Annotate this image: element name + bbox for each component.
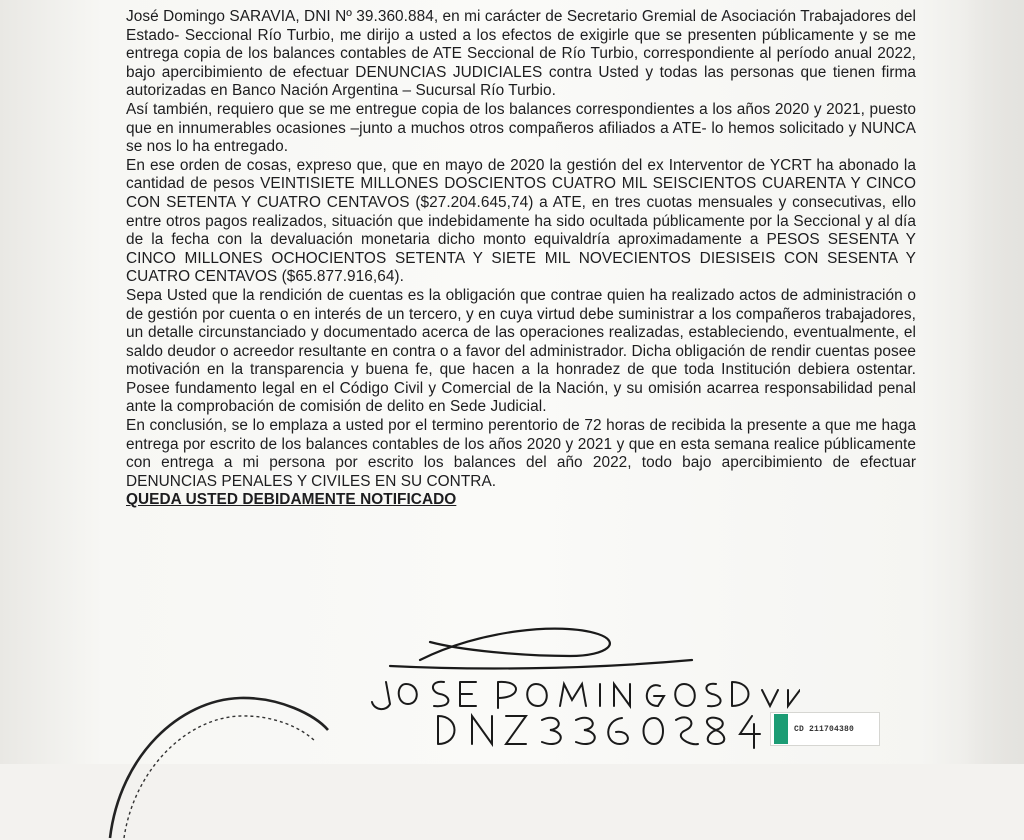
green-tag-mark (774, 714, 788, 744)
seal-stamp (90, 660, 330, 840)
page-edge-shadow (964, 0, 1024, 764)
paragraph-accountability: Sepa Usted que la rendición de cuentas es la obligación que contrae quien ha realizado actos de administración o de gestión por cuenta o en interés de un tercero, y en cuya virtud debe suministrar a los compañeros trabajadores, un detalle circunstanciado y documentado acerca de las operaciones realizadas, estableciendo, eventualmente, el saldo deudor o acreedor resultante en contra o a favor del administrador. Dicha obligación de rendir cuentas posee motivación en la transparencia y buena fe, que hacen a la honradez de que toda Institución debiera ostentar. Posee fundamento legal en el Código Civil y Comercial de la Nación, y su omisión acarrea responsabilidad penal ante la comprobación de comisión de delito en Sede Judicial. (126, 286, 916, 416)
paragraph-intro: José Domingo SARAVIA, DNI Nº 39.360.884, en mi carácter de Secretario Gremial de Asociación Trabajadores del Estado- Seccional Río Turbio, me dirijo a usted a los efectos de exigirle que se presenten públicamente y se me entrega copia de los balances contables de ATE Seccional de Río Turbio, correspondiente al período anual 2022, bajo apercibimiento de efectuar DENUNCIAS JUDICIALES contra Usted y todas las personas que tienen firma autorizadas en Banco Nación Argentina – Sucursal Río Turbio. (126, 8, 916, 100)
paragraph-payments: En ese orden de cosas, expreso que, que en mayo de 2020 la gestión del ex Interventor de YCRT ha abonado la cantidad de pesos VEINTISIETE MILLONES DOSCIENTOS CUATRO MIL SEISCIENTOS CUARENTA Y CINCO CON SETENTA Y CUATRO CENTAVOS ($27.204.645,74) a ATE, en tres cuotas mensuales y consecutivas, ello entre otros pagos realizados, situación que indebidamente ha sido ocultada públicamente por la Seccional y al día de la fecha con la devaluación monetaria dicho monto equivaldría aproximadamente a PESOS SESENTA Y CINCO MILLONES OCHOCIENTOS SETENTA Y SIETE MIL NOVECIENTOS DIESISEIS CON SESENTA Y CUATRO CENTAVOS ($65.877.916,64). (126, 156, 916, 286)
paragraph-prior-years: Así también, requiero que se me entregue copia de los balances correspondientes a los años 2020 y 2021, puesto que en innumerables ocasiones –junto a muchos otros compañeros afiliados a ATE- lo hemos solicitado y NUNCA se nos lo ha entregado. (126, 100, 916, 156)
letter-body (126, 8, 916, 510)
postal-code-tag (770, 712, 880, 746)
notification-line: QUEDA USTED DEBIDAMENTE NOTIFICADO (126, 491, 457, 509)
paragraph-conclusion: En conclusión, se lo emplaza a usted por el termino perentorio de 72 horas de recibida la presente a que me haga entrega por escrito de los balances contables de los años 2020 y 2021 y que en esta semana realice públicamente con entrega a mi persona por escrito los balances del año 2022, todo bajo apercibimiento de efectuar DENUNCIAS PENALES Y CIVILES EN SU CONTRA. (126, 417, 916, 490)
handwritten-signature (360, 620, 800, 764)
postal-code-text: CD 211704380 (794, 724, 855, 734)
